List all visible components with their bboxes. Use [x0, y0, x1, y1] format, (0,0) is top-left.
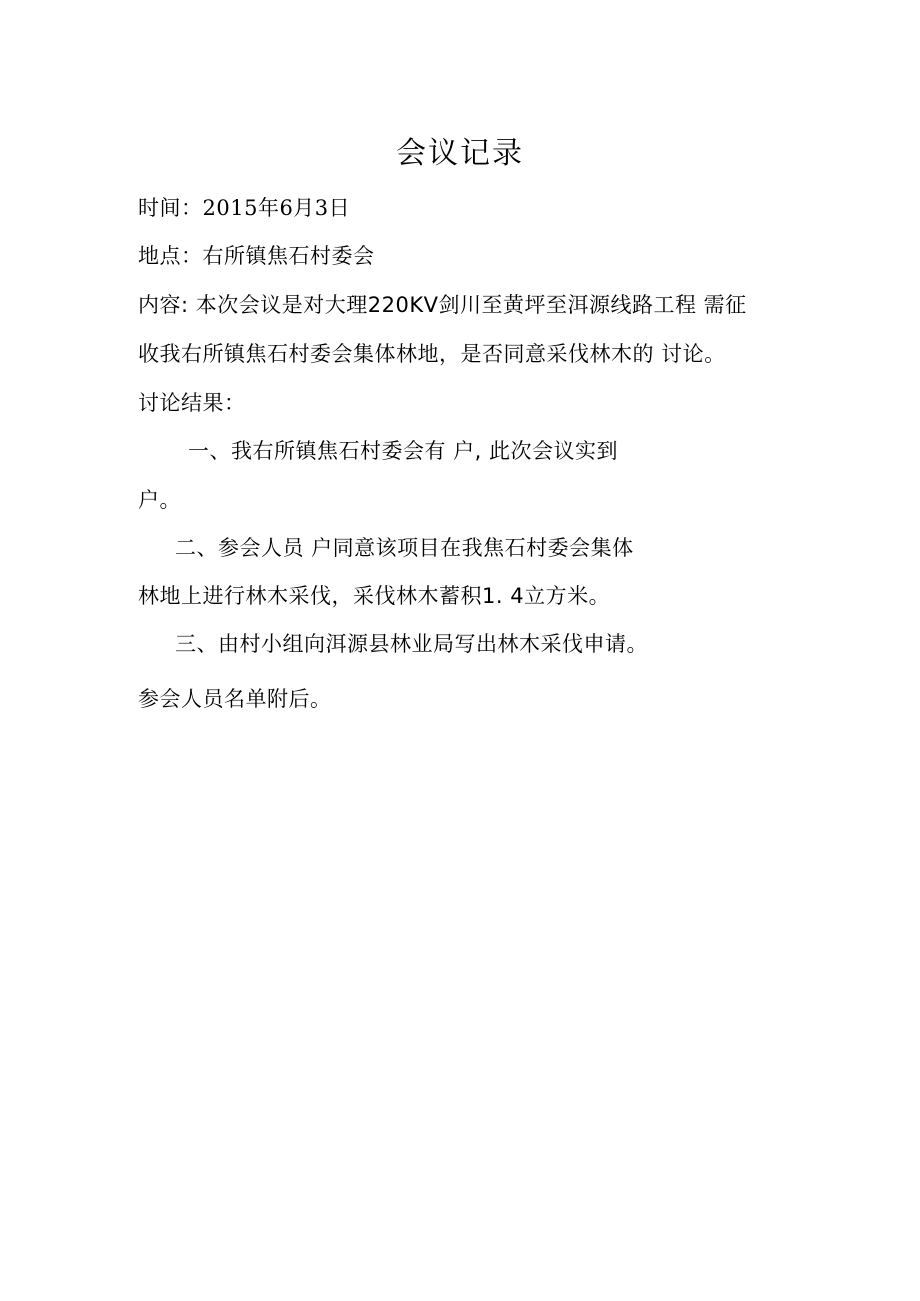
time-label: 时间： [138, 196, 203, 220]
time-value: 2015年6月3日 [202, 196, 351, 220]
attendee-note: 参会人员名单附后。 [138, 687, 332, 711]
item-1-line-2: 户。 [138, 488, 181, 512]
place-value: 右所镇焦石村委会 [202, 244, 375, 268]
content-line-2: 收我右所镇焦石村委会集体林地，是否同意采伐林木的 讨论。 [138, 342, 726, 366]
item-2-line-1: 二、参会人员 户同意该项目在我焦石村委会集体 [175, 536, 634, 560]
item-3-line-1: 三、由村小组向洱源县林业局写出林木采伐申请。 [175, 632, 648, 656]
time-line [138, 194, 350, 222]
page-title: 会议记录 [396, 136, 524, 171]
place-line [138, 242, 375, 270]
content-line-1: 内容: 本次会议是对大理220KV剑川至黄坪至洱源线路工程 需征 [138, 293, 747, 317]
item-2-line-2: 林地上进行林木采伐，采伐林木蓄积1. 4立方米。 [138, 584, 611, 608]
result-heading: 讨论结果： [138, 391, 246, 415]
item-1-line-1: 一、我右所镇焦石村委会有 户, 此次会议实到 [188, 439, 619, 463]
place-label: 地点： [138, 244, 203, 268]
